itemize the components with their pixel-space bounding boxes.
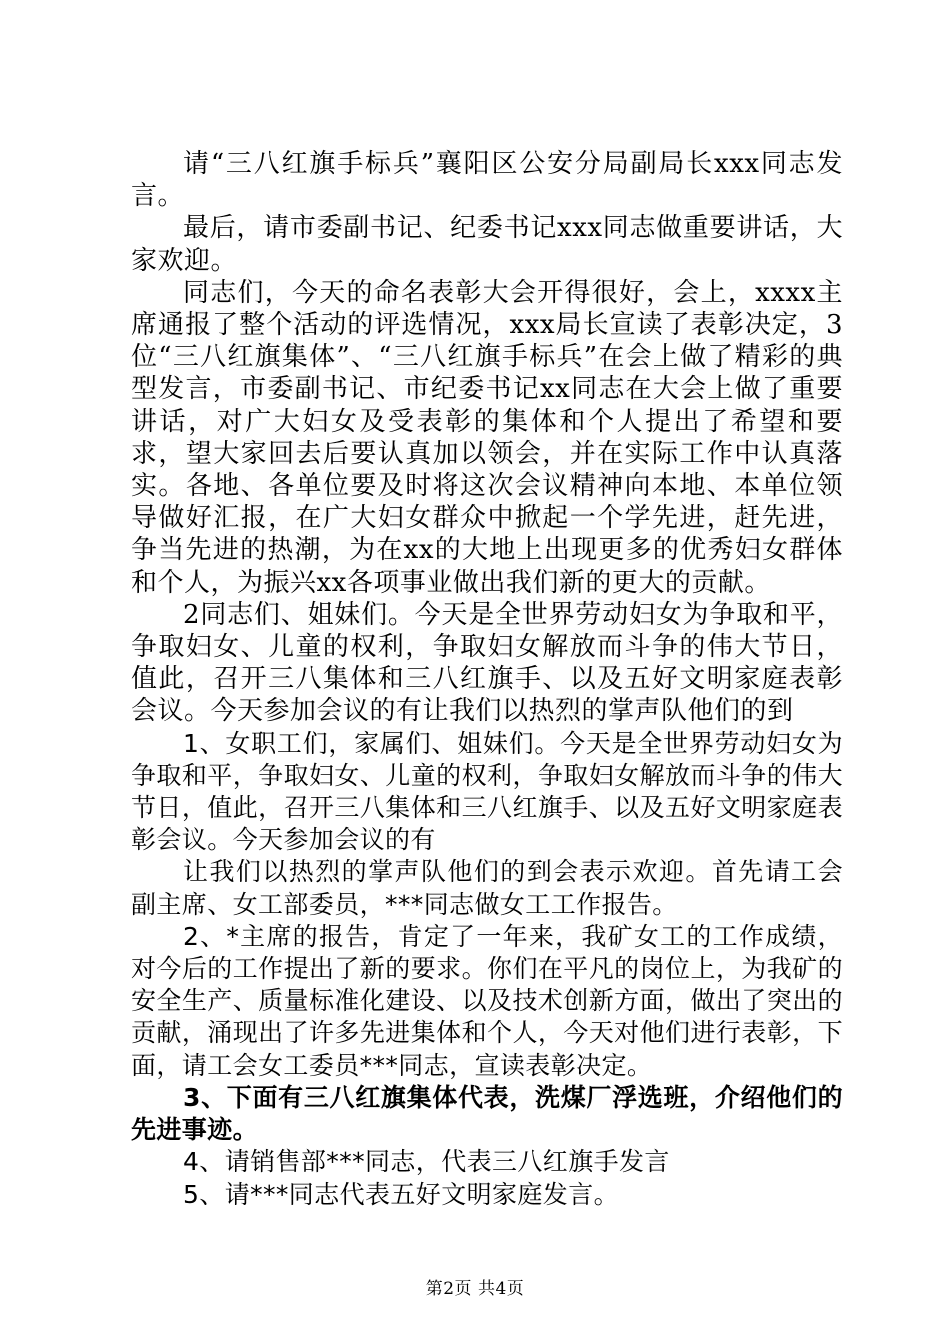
document-body: [131, 148, 843, 1211]
paragraph-welcome: 让我们以热烈的掌声队他们的到会表示欢迎。首先请工会副主席、女工部委员，***同志做女工工作报告。: [131, 857, 843, 919]
paragraph-invite-speaker: 请“三八红旗手标兵”襄阳区公安分局副局长xxx同志发言。: [131, 149, 843, 212]
paragraph-item-2: 2、*主席的报告，肯定了一年来，我矿女工的工作成绩，对今后的工作提出了新的要求。你们在平凡的岗位上，为我矿的安全生产、质量标准化建设、以及技术创新方面，做出了突出的贡献，涌现出了许多先进集体和个人，今天对他们进行表彰，下面，请工会女工委员***同志，宣读表彰决定。: [131, 921, 843, 1080]
paragraph-summary: 同志们，今天的命名表彰大会开得很好，会上，xxxx主席通报了整个活动的评选情况，xxx局长宣读了表彰决定，3位“三八红旗集体”、“三八红旗手标兵”在会上做了精彩的典型发言，市委副书记、市纪委书记xx同志在大会上做了重要讲话，对广大妇女及受表彰的集体和个人提出了希望和要求，望大家回去后要认真加以领会，并在实际工作中认真落实。各地、各单位要及时将这次会议精神向本地、本单位领导做好汇报，在广大妇女群众中掀起一个学先进，赶先进，争当先进的热潮，为在xx的大地上出现更多的优秀妇女群体和个人，为振兴xx各项事业做出我们新的更大的贡献。: [131, 277, 843, 598]
paragraph-item-4: 4、请销售部***同志，代表三八红旗手发言: [183, 1147, 670, 1177]
paragraph-item-3: 3、下面有三八红旗集体代表，洗煤厂浮选班，介绍他们的先进事迹。: [131, 1082, 843, 1145]
paragraph-final-speech: 最后，请市委副书记、纪委书记xxx同志做重要讲话，大家欢迎。: [131, 213, 843, 276]
paragraph-opening-2: 2同志们、姐妹们。今天是全世界劳动妇女为争取和平，争取妇女、儿童的权利，争取妇女解放而斗争的伟大节日，值此，召开三八集体和三八红旗手、以及五好文明家庭表彰会议。今天参加会议的有让我们以热烈的掌声队他们的到: [131, 599, 843, 727]
paragraph-item-5: 5、请***同志代表五好文明家庭发言。: [183, 1179, 620, 1209]
page-number: 第2页 共4页: [425, 1279, 525, 1299]
paragraph-item-1: 1、女职工们，家属们、姐妹们。今天是全世界劳动妇女为争取和平，争取妇女、儿童的权利，争取妇女解放而斗争的伟大节日，值此，召开三八集体和三八红旗手、以及五好文明家庭表彰会议。今天参加会议的有: [131, 728, 843, 855]
